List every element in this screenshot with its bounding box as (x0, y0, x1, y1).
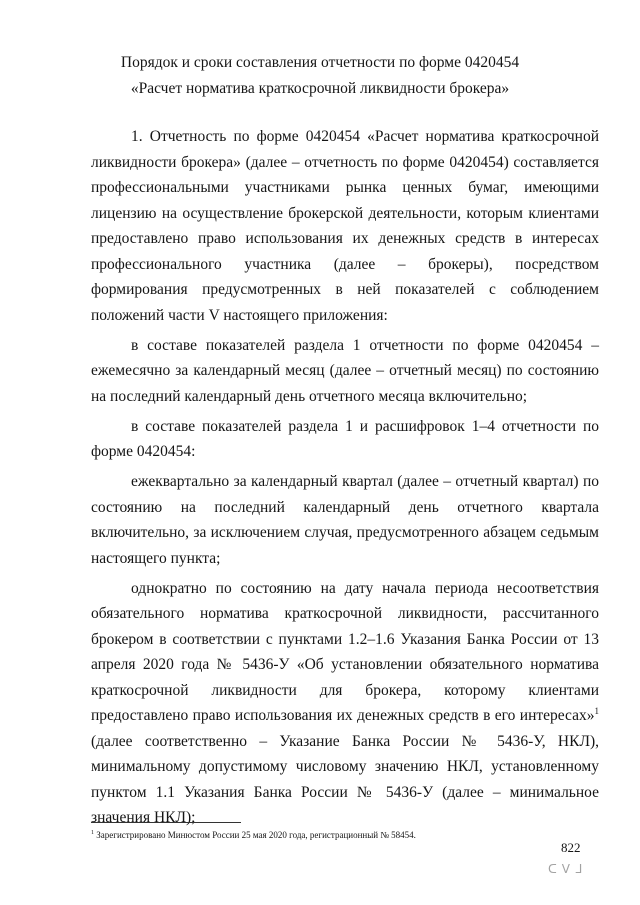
paragraph-5-part-2: (далее соответственно – Указание Банка России № 5436-У, НКЛ), минимальному допустимому числовому значению НКЛ, установленному пунктом 1.1 Указания Банка России № 5436-У (далее – минимальное значения НКЛ); (91, 732, 599, 826)
paragraph-4: ежеквартально за календарный квартал (далее – отчетный квартал) по состоянию на последний календарный день отчетного квартала включительно, за исключением случая, предусмотренного абзацем седьмым настоящего пункта; (91, 473, 599, 567)
footnote-marker: 1 (91, 830, 94, 836)
paragraph-5-part-1: однократно по состоянию на дату начала периода несоответствия обязательного норматива краткосрочной ликвидности, рассчитанного брокером в соответствии с пунктами 1.2–1.6 Указания Банка России от 13 апреля 2020 года № 5436-У «Об установлении обязательного норматива краткосрочной ликвидности для брокера, которому клиентами предоставлено право использования их денежных средств в его интересах» (91, 579, 599, 724)
paragraph-2: в составе показателей раздела 1 отчетности по форме 0420454 – ежемесячно за календарный месяц (далее – отчетный месяц) по состоянию на последний календарный день отчетного месяца включительно; (91, 336, 599, 405)
paragraph-5 (91, 576, 599, 831)
document-title-line-1: Порядок и сроки составления отчетности по форме 0420454 (120, 54, 520, 71)
footnote-divider (91, 822, 241, 823)
paragraph-3: в составе показателей раздела 1 и расшифровок 1–4 отчетности по форме 0420454: (91, 417, 599, 460)
document-title-line-2: «Расчет норматива краткосрочной ликвидности брокера» (130, 80, 510, 97)
handwritten-mark: ᑕ ᐯ ᒧ (548, 862, 584, 876)
page-number: 822 (561, 840, 581, 855)
footnote-text: Зарегистрировано Минюстом России 25 мая 2020 года, регистрационный № 58454. (94, 830, 416, 840)
footnote (91, 829, 599, 841)
footnote-reference: 1 (594, 705, 599, 716)
paragraph-1: 1. Отчетность по форме 0420454 «Расчет норматива краткосрочной ликвидности брокера» (далее – отчетность по форме 0420454) составляется профессиональными участниками рынка ценных бумаг, имеющими лицензию на осуществление брокерской деятельности, которым клиентами предоставлено право использования их денежных средств в интересах профессионального участника (далее – брокеры), посредством формирования предусмотренных в ней показателей с соблюдением положений части V настоящего приложения: (91, 128, 599, 324)
document-body (91, 124, 599, 831)
